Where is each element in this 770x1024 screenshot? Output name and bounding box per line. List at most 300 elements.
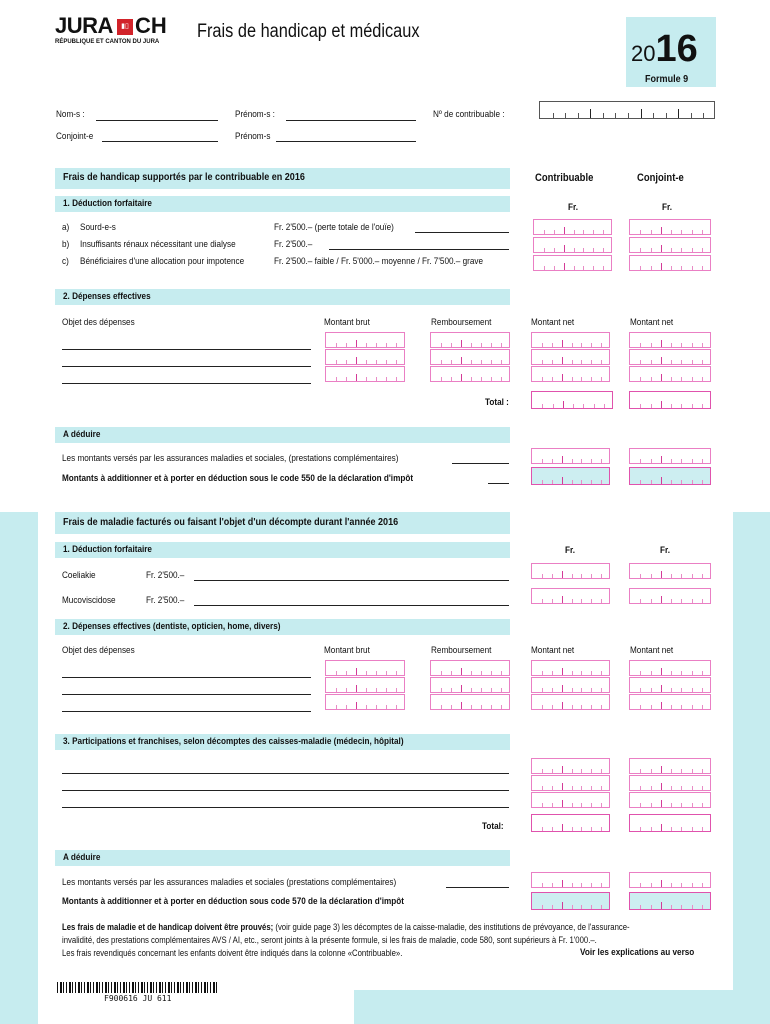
handicap-deduction-header: 1. Déduction forfaitaire (55, 196, 510, 212)
digit-tick (591, 786, 592, 790)
maladie-code570-conjoint[interactable] (629, 892, 711, 910)
item-b-label: Insuffisants rénaux nécessitant une dialyse (80, 239, 236, 250)
coeliakie-contribuable[interactable] (531, 563, 610, 579)
handicap-verses-conjoint[interactable] (629, 448, 711, 464)
digit-tick (671, 266, 672, 270)
digit-tick (376, 343, 377, 347)
digit-tick (366, 343, 367, 347)
coeliakie-amount: Fr. 2'500.– (146, 570, 185, 581)
digit-tick (702, 769, 703, 773)
col-contribuable: Contribuable (535, 172, 594, 184)
participations-line-3[interactable] (62, 807, 509, 808)
mucoviscidose-label: Mucoviscidose (62, 595, 116, 606)
digit-tick (572, 459, 573, 463)
digit-tick (356, 357, 357, 364)
digit-tick (601, 786, 602, 790)
digit-tick (583, 230, 584, 234)
digit-tick (581, 459, 582, 463)
digit-tick (661, 800, 662, 807)
participations-contrib-3[interactable] (531, 792, 610, 808)
digit-tick (651, 377, 652, 381)
digit-tick (681, 905, 682, 909)
digit-tick (641, 109, 642, 118)
digit-tick (553, 404, 554, 408)
handicap-depenses-net-conjoint-3[interactable] (629, 366, 711, 382)
digit-tick (336, 360, 337, 364)
digit-tick (564, 227, 565, 234)
digit-tick (386, 360, 387, 364)
item-b-amount: Fr. 2'500.– (274, 239, 313, 250)
digit-tick (661, 477, 662, 484)
digit-tick (471, 360, 472, 364)
digit-tick (692, 266, 693, 270)
digit-tick (590, 109, 591, 118)
digit-tick (591, 905, 592, 909)
handicap-depenses-brut-3[interactable] (325, 366, 405, 382)
handicap-depenses-remboursement-3[interactable] (430, 366, 510, 382)
digit-tick (671, 480, 672, 484)
digit-tick (640, 905, 641, 909)
digit-tick (702, 803, 703, 807)
logo-flag-icon: ▮▯ (117, 19, 133, 35)
digit-tick (386, 377, 387, 381)
handicap-depenses-brut-2[interactable] (325, 349, 405, 365)
handicap-depenses-net-contribuable-2[interactable] (531, 349, 610, 365)
maladie-depenses-brut-2[interactable] (325, 677, 405, 693)
digit-tick (601, 905, 602, 909)
conjoint-label: Conjoint-e (56, 131, 94, 142)
digit-tick (581, 769, 582, 773)
handicap-depenses-net-conjoint-2[interactable] (629, 349, 711, 365)
maladie-adeduire-header: A déduire (55, 850, 510, 866)
digit-tick (562, 477, 563, 484)
maladie-montants-code: Montants à additionner et à porter en déduction sous code 570 de la déclaration d'impôt (62, 896, 404, 907)
digit-tick (441, 688, 442, 692)
digit-tick (572, 360, 573, 364)
digit-tick (554, 230, 555, 234)
digit-tick (702, 360, 703, 364)
participations-conj-1[interactable] (629, 758, 711, 774)
digit-tick (661, 456, 662, 463)
digit-tick (661, 766, 662, 773)
digit-tick (640, 883, 641, 887)
digit-tick (661, 227, 662, 234)
coeliakie-label: Coeliakie (62, 570, 96, 581)
digit-tick (591, 343, 592, 347)
participations-contrib-1[interactable] (531, 758, 610, 774)
handicap-depenses-remboursement-1[interactable] (430, 332, 510, 348)
footer-note-line-1: Les frais de maladie et de handicap doivent être prouvés; (voir guide page 3) les décomptes de la caisse-maladie, des institutions de prévoyance, de l'assurance- (62, 922, 630, 932)
digit-tick (692, 905, 693, 909)
maladie-verses-contribuable[interactable] (531, 872, 610, 888)
digit-tick (581, 883, 582, 887)
digit-tick (661, 245, 662, 252)
digit-tick (651, 343, 652, 347)
digit-tick (481, 377, 482, 381)
digit-tick (563, 401, 564, 408)
digit-tick (603, 266, 604, 270)
digit-tick (451, 705, 452, 709)
digit-tick (651, 905, 652, 909)
maladie-depenses-net-conjoint-1[interactable] (629, 660, 711, 676)
footer-note-line-2: invalidité, des prestations complémentaires AVS / AI, etc., seront joints à la présente formule, si les frais de maladie, code 580, sont supérieurs à Fr. 1'000.–. (62, 935, 597, 945)
digit-tick (640, 360, 641, 364)
nom-field[interactable] (96, 120, 218, 121)
nom-label: Nom-s : (56, 109, 85, 120)
digit-tick (681, 827, 682, 831)
handicap-depenses-net-conjoint-1[interactable] (629, 332, 711, 348)
digit-tick (681, 688, 682, 692)
handicap-montants-code: Montants à additionner et à porter en déduction sous le code 550 de la déclaration d'impôt (62, 473, 414, 484)
digit-tick (542, 769, 543, 773)
prenom-field[interactable] (286, 120, 416, 121)
maladie-objet-line-2[interactable] (62, 694, 311, 695)
digit-tick (581, 905, 582, 909)
digit-tick (461, 374, 462, 381)
digit-tick (651, 459, 652, 463)
maladie-depenses-net-contribuable-2[interactable] (531, 677, 610, 693)
digit-tick (681, 459, 682, 463)
digit-tick (562, 702, 563, 709)
contribuable-no-field[interactable] (539, 101, 715, 119)
digit-tick (651, 803, 652, 807)
digit-tick (366, 377, 367, 381)
participations-conj-3[interactable] (629, 792, 711, 808)
digit-tick (661, 702, 662, 709)
digit-tick (481, 671, 482, 675)
digit-tick (366, 671, 367, 675)
digit-tick (481, 705, 482, 709)
digit-tick (542, 671, 543, 675)
digit-tick (661, 571, 662, 578)
participations-conj-2[interactable] (629, 775, 711, 791)
digit-tick (640, 671, 641, 675)
handicap-depenses-remboursement-2[interactable] (430, 349, 510, 365)
digit-tick (651, 827, 652, 831)
participations-line-1[interactable] (62, 773, 509, 774)
digit-tick (692, 688, 693, 692)
digit-tick (651, 688, 652, 692)
logo-subtitle: RÉPUBLIQUE ET CANTON DU JURA (55, 39, 160, 45)
handicap-a-conjoint[interactable] (629, 219, 711, 235)
coeliakie-conjoint[interactable] (629, 563, 711, 579)
digit-tick (574, 266, 575, 270)
digit-tick (640, 343, 641, 347)
digit-tick (356, 702, 357, 709)
maladie-remb-label: Remboursement (431, 645, 492, 656)
maladie-depenses-net-contribuable-1[interactable] (531, 660, 610, 676)
digit-tick (661, 824, 662, 831)
digit-tick (441, 377, 442, 381)
digit-tick (542, 705, 543, 709)
handicap-b-conjoint[interactable] (629, 237, 711, 253)
digit-tick (386, 705, 387, 709)
mucoviscidose-contribuable[interactable] (531, 588, 610, 604)
handicap-adeduire-header: A déduire (55, 427, 510, 443)
digit-tick (542, 574, 543, 578)
maladie-depenses-remboursement-1[interactable] (430, 660, 510, 676)
maladie-fr-contribuable: Fr. (565, 545, 575, 556)
digit-tick (681, 377, 682, 381)
digit-tick (552, 688, 553, 692)
digit-tick (562, 902, 563, 909)
digit-tick (501, 360, 502, 364)
digit-tick (651, 248, 652, 252)
digit-tick (481, 343, 482, 347)
prenom-label: Prénom-s : (235, 109, 275, 120)
digit-tick (396, 377, 397, 381)
digit-tick (591, 377, 592, 381)
digit-tick (692, 360, 693, 364)
digit-tick (552, 905, 553, 909)
digit-tick (601, 671, 602, 675)
maladie-verses-line (446, 887, 509, 888)
digit-tick (581, 574, 582, 578)
digit-tick (346, 377, 347, 381)
digit-tick (661, 401, 662, 408)
digit-tick (572, 705, 573, 709)
digit-tick (591, 459, 592, 463)
digit-tick (702, 883, 703, 887)
digit-tick (628, 113, 629, 118)
digit-tick (562, 766, 563, 773)
mucoviscidose-line (194, 605, 509, 606)
digit-tick (471, 705, 472, 709)
digit-tick (601, 480, 602, 484)
digit-tick (681, 480, 682, 484)
maladie-deduction-header: 1. Déduction forfaitaire (55, 542, 510, 558)
handicap-c-conjoint[interactable] (629, 255, 711, 271)
maladie-objet-line-1[interactable] (62, 677, 311, 678)
digit-tick (692, 786, 693, 790)
objet-line-3[interactable] (62, 383, 311, 384)
digit-tick (702, 404, 703, 408)
digit-tick (572, 480, 573, 484)
digit-tick (583, 266, 584, 270)
digit-tick (640, 248, 641, 252)
digit-tick (661, 374, 662, 381)
handicap-depenses-net-contribuable-1[interactable] (531, 332, 610, 348)
footer-voir-verso: Voir les explications au verso (580, 947, 695, 958)
left-margin-stripe (0, 512, 38, 1024)
digit-tick (671, 705, 672, 709)
digit-tick (671, 360, 672, 364)
handicap-depenses-net-contribuable-3[interactable] (531, 366, 610, 382)
digit-tick (651, 671, 652, 675)
digit-tick (481, 688, 482, 692)
digit-tick (681, 248, 682, 252)
digit-tick (603, 113, 604, 118)
maladie-depenses-net-conjoint-2[interactable] (629, 677, 711, 693)
digit-tick (601, 574, 602, 578)
objet-line-1[interactable] (62, 349, 311, 350)
digit-tick (681, 803, 682, 807)
handicap-total-conjoint[interactable] (629, 391, 711, 409)
digit-tick (692, 803, 693, 807)
prenom-conjoint-field[interactable] (276, 141, 416, 142)
digit-tick (471, 688, 472, 692)
digit-tick (591, 671, 592, 675)
conjoint-field[interactable] (102, 141, 218, 142)
digit-tick (681, 883, 682, 887)
maladie-depenses-brut-3[interactable] (325, 694, 405, 710)
maladie-participations-header: 3. Participations et franchises, selon décomptes des caisses-maladie (médecin, hôpital) (55, 734, 510, 750)
digit-tick (661, 263, 662, 270)
handicap-verses-contribuable[interactable] (531, 448, 610, 464)
handicap-total-contribuable[interactable] (531, 391, 613, 409)
digit-tick (601, 883, 602, 887)
digit-tick (591, 883, 592, 887)
handicap-code550-contribuable[interactable] (531, 467, 610, 485)
handicap-montants-verses: Les montants versés par les assurances maladies et sociales, (prestations complémentaires) (62, 453, 399, 464)
digit-tick (671, 377, 672, 381)
digit-tick (666, 113, 667, 118)
digit-tick (591, 480, 592, 484)
digit-tick (661, 668, 662, 675)
digit-tick (553, 113, 554, 118)
digit-tick (702, 599, 703, 603)
digit-tick (562, 374, 563, 381)
digit-tick (671, 574, 672, 578)
digit-tick (552, 769, 553, 773)
mucoviscidose-amount: Fr. 2'500.– (146, 595, 185, 606)
digit-tick (336, 688, 337, 692)
col-conjoint: Conjoint-e (637, 172, 684, 184)
digit-tick (501, 377, 502, 381)
handicap-a-contribuable[interactable] (533, 219, 612, 235)
digit-tick (441, 705, 442, 709)
digit-tick (671, 404, 672, 408)
maladie-code570-contribuable[interactable] (531, 892, 610, 910)
digit-tick (346, 688, 347, 692)
digit-tick (702, 905, 703, 909)
fr-contribuable: Fr. (568, 202, 578, 213)
digit-tick (572, 599, 573, 603)
participations-line-2[interactable] (62, 790, 509, 791)
digit-tick (562, 824, 563, 831)
remb-label: Remboursement (431, 317, 492, 328)
year-label: 2016 (631, 28, 698, 70)
digit-tick (581, 599, 582, 603)
handicap-depenses-header: 2. Dépenses effectives (55, 289, 510, 305)
maladie-montants-verses: Les montants versés par les assurances maladies et sociales (prestations complémentaires) (62, 877, 397, 888)
digit-tick (692, 377, 693, 381)
logo-ch-text: CH (135, 13, 167, 38)
digit-tick (562, 668, 563, 675)
participations-contrib-2[interactable] (531, 775, 610, 791)
digit-tick (661, 685, 662, 692)
digit-tick (501, 343, 502, 347)
digit-tick (581, 343, 582, 347)
digit-tick (591, 360, 592, 364)
digit-tick (396, 688, 397, 692)
digit-tick (692, 404, 693, 408)
digit-tick (671, 599, 672, 603)
digit-tick (678, 109, 679, 118)
digit-tick (640, 480, 641, 484)
digit-tick (594, 404, 595, 408)
digit-tick (681, 599, 682, 603)
digit-tick (552, 377, 553, 381)
maladie-total-contribuable[interactable] (531, 814, 610, 832)
digit-tick (671, 827, 672, 831)
digit-tick (681, 343, 682, 347)
digit-tick (702, 574, 703, 578)
maladie-depenses-net-contribuable-3[interactable] (531, 694, 610, 710)
handicap-code550-conjoint[interactable] (629, 467, 711, 485)
digit-tick (564, 245, 565, 252)
digit-tick (640, 230, 641, 234)
digit-tick (692, 459, 693, 463)
digit-tick (591, 688, 592, 692)
digit-tick (692, 480, 693, 484)
digit-tick (640, 266, 641, 270)
item-b-letter: b) (62, 239, 70, 250)
maladie-depenses-remboursement-3[interactable] (430, 694, 510, 710)
digit-tick (593, 230, 594, 234)
digit-tick (581, 377, 582, 381)
digit-tick (640, 688, 641, 692)
maladie-depenses-net-conjoint-3[interactable] (629, 694, 711, 710)
maladie-depenses-brut-1[interactable] (325, 660, 405, 676)
digit-tick (651, 404, 652, 408)
maladie-verses-conjoint[interactable] (629, 872, 711, 888)
digit-tick (640, 786, 641, 790)
digit-tick (581, 360, 582, 364)
digit-tick (601, 688, 602, 692)
item-a-letter: a) (62, 222, 70, 233)
mucoviscidose-conjoint[interactable] (629, 588, 711, 604)
digit-tick (692, 574, 693, 578)
maladie-total-conjoint[interactable] (629, 814, 711, 832)
maladie-depenses-remboursement-2[interactable] (430, 677, 510, 693)
handicap-b-contribuable[interactable] (533, 237, 612, 253)
digit-tick (356, 685, 357, 692)
digit-tick (376, 360, 377, 364)
page-title: Frais de handicap et médicaux (197, 21, 420, 42)
digit-tick (702, 459, 703, 463)
objet-line-2[interactable] (62, 366, 311, 367)
digit-tick (386, 688, 387, 692)
digit-tick (552, 480, 553, 484)
digit-tick (552, 803, 553, 807)
handicap-c-contribuable[interactable] (533, 255, 612, 271)
jura-logo (55, 13, 185, 47)
digit-tick (552, 599, 553, 603)
digit-tick (461, 685, 462, 692)
item-a-line (415, 232, 509, 233)
digit-tick (441, 343, 442, 347)
digit-tick (376, 671, 377, 675)
digit-tick (653, 113, 654, 118)
maladie-total-label: Total: (482, 821, 504, 832)
handicap-depenses-brut-1[interactable] (325, 332, 405, 348)
digit-tick (552, 574, 553, 578)
item-b-line (329, 249, 509, 250)
digit-tick (640, 377, 641, 381)
digit-tick (661, 357, 662, 364)
handicap-section-header: Frais de handicap supportés par le contribuable en 2016 (55, 168, 510, 189)
digit-tick (376, 688, 377, 692)
digit-tick (542, 377, 543, 381)
digit-tick (671, 230, 672, 234)
digit-tick (591, 803, 592, 807)
maladie-objet-line-3[interactable] (62, 711, 311, 712)
digit-tick (552, 671, 553, 675)
right-margin-stripe (733, 512, 770, 1024)
coeliakie-line (194, 580, 509, 581)
digit-tick (572, 905, 573, 909)
